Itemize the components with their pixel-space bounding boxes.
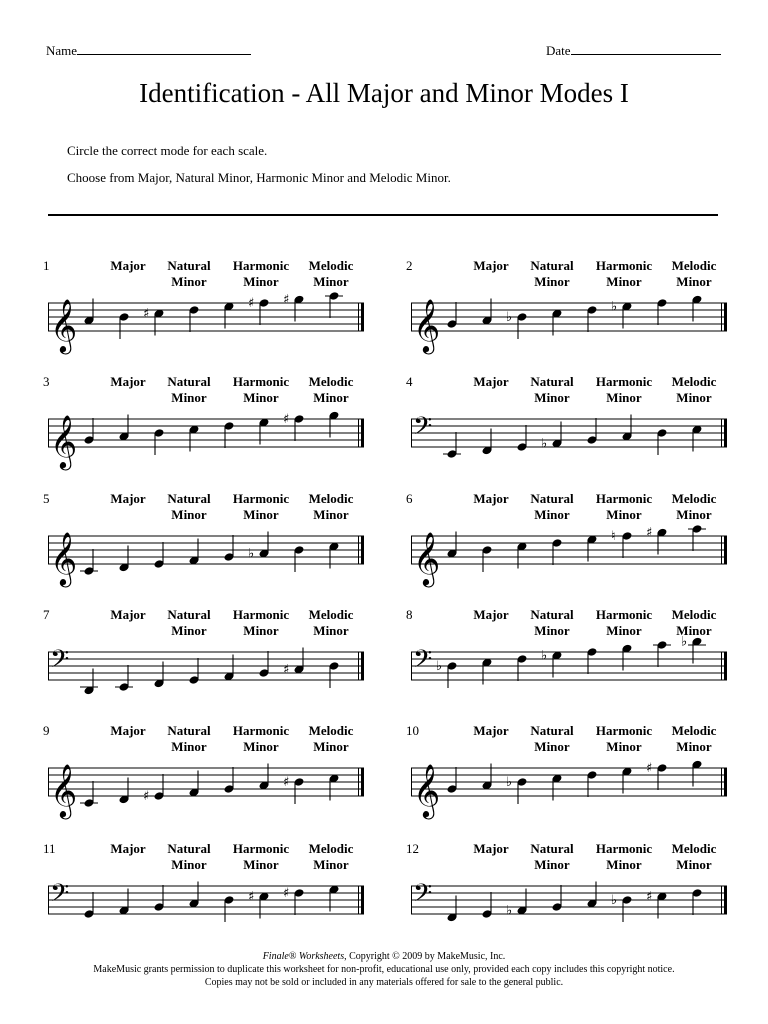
sharp-accidental-icon: ♯ <box>143 789 150 804</box>
music-staff <box>411 634 731 704</box>
natural-accidental-icon: ♮ <box>611 529 616 544</box>
mode-option[interactable] <box>592 723 656 755</box>
mode-option[interactable] <box>96 374 160 390</box>
final-barline-thick <box>724 536 727 564</box>
mode-option-label: Natural <box>167 607 211 622</box>
question-number: 11 <box>43 841 56 856</box>
question-block <box>406 841 742 941</box>
flat-accidental-icon: ♭ <box>436 659 443 674</box>
question-number: 2 <box>406 258 413 273</box>
mode-option[interactable] <box>157 258 221 290</box>
question-block <box>43 491 379 591</box>
mode-option-label: Melodic <box>308 374 354 389</box>
mode-option[interactable] <box>299 491 363 523</box>
mode-option-sublabel: Minor <box>534 274 570 289</box>
question-number: 8 <box>406 607 413 622</box>
question-block <box>406 723 742 823</box>
flat-accidental-icon: ♭ <box>248 546 255 562</box>
final-barline-thick <box>361 419 364 447</box>
final-barline-thin <box>721 768 722 796</box>
start-barline <box>411 768 412 796</box>
mode-option-sublabel: Minor <box>171 390 207 405</box>
sharp-accidental-icon: ♯ <box>646 525 653 541</box>
sharp-accidental-icon: ♯ <box>283 886 290 901</box>
mode-option-label: Natural <box>530 841 574 856</box>
question-block <box>406 258 742 358</box>
mode-option[interactable] <box>96 258 160 274</box>
sharp-accidental-icon: ♯ <box>646 761 653 776</box>
mode-option-label: Natural <box>530 491 574 506</box>
sharp-accidental-icon: ♯ <box>283 292 290 308</box>
mode-option[interactable] <box>520 723 584 755</box>
mode-option-label: Natural <box>167 258 211 273</box>
start-barline <box>411 886 412 914</box>
music-staff <box>48 644 368 704</box>
mode-option-sublabel: Minor <box>606 623 642 638</box>
name-label: Name <box>46 43 78 58</box>
mode-option-label: Harmonic <box>595 607 653 622</box>
final-barline-thin <box>721 419 722 447</box>
sharp-accidental-icon: ♯ <box>646 889 653 905</box>
mode-option-sublabel: Minor <box>313 739 349 754</box>
final-barline-thick <box>724 768 727 796</box>
mode-option[interactable] <box>520 841 584 873</box>
mode-option-label: Major <box>473 841 509 856</box>
treble-clef-icon: 𝄞 <box>50 531 78 585</box>
mode-option-sublabel: Minor <box>676 390 712 405</box>
flat-accidental-icon: ♭ <box>541 648 548 664</box>
treble-clef-icon: 𝄞 <box>413 298 441 352</box>
mode-option[interactable] <box>592 258 656 290</box>
mode-option-label: Natural <box>167 491 211 506</box>
start-barline <box>411 303 412 331</box>
sharp-accidental-icon: ♯ <box>283 412 290 427</box>
question-block <box>406 491 742 591</box>
bass-clef-icon: 𝄢 <box>413 412 433 447</box>
name-line[interactable] <box>77 42 251 55</box>
flat-accidental-icon: ♭ <box>506 310 513 325</box>
mode-option[interactable] <box>662 841 726 873</box>
music-staff <box>48 760 368 820</box>
mode-option-label: Natural <box>167 723 211 738</box>
music-staff <box>48 878 368 938</box>
mode-option-label: Major <box>473 723 509 738</box>
final-barline-thin <box>358 768 359 796</box>
mode-option-label: Natural <box>530 374 574 389</box>
mode-option-label: Major <box>110 841 146 856</box>
question-block <box>43 258 379 358</box>
mode-option-sublabel: Minor <box>606 739 642 754</box>
mode-option-label: Harmonic <box>232 841 290 856</box>
mode-option[interactable] <box>299 723 363 755</box>
mode-option[interactable] <box>459 723 523 739</box>
question-block <box>43 841 379 941</box>
music-staff <box>48 292 368 355</box>
question-block <box>406 607 742 707</box>
mode-option-sublabel: Minor <box>243 390 279 405</box>
mode-option[interactable] <box>229 841 293 873</box>
final-barline-thick <box>361 886 364 914</box>
mode-option[interactable] <box>157 491 221 523</box>
final-barline-thin <box>721 536 722 564</box>
mode-option-sublabel: Minor <box>313 390 349 405</box>
question-number: 12 <box>406 841 419 856</box>
footer-brand: Finale® Worksheets <box>262 951 345 962</box>
music-staff <box>48 528 368 588</box>
mode-option-label: Melodic <box>671 607 717 622</box>
final-barline-thin <box>358 303 359 331</box>
start-barline <box>411 652 412 680</box>
mode-option-sublabel: Minor <box>676 274 712 289</box>
question-number: 6 <box>406 491 413 506</box>
mode-option-label: Natural <box>530 723 574 738</box>
question-block <box>406 374 742 474</box>
final-barline-thick <box>724 652 727 680</box>
mode-option-sublabel: Minor <box>243 623 279 638</box>
mode-option[interactable] <box>229 374 293 406</box>
mode-option-sublabel: Minor <box>676 623 712 638</box>
mode-option-sublabel: Minor <box>171 857 207 872</box>
mode-option-sublabel: Minor <box>606 274 642 289</box>
copyright-footer <box>0 950 768 989</box>
mode-option[interactable] <box>662 723 726 755</box>
mode-option-label: Melodic <box>671 723 717 738</box>
mode-option[interactable] <box>459 374 523 390</box>
mode-option[interactable] <box>229 723 293 755</box>
music-staff <box>411 525 731 588</box>
mode-option[interactable] <box>299 607 363 639</box>
final-barline-thick <box>361 652 364 680</box>
mode-option-sublabel: Minor <box>534 739 570 754</box>
mode-option[interactable] <box>157 607 221 639</box>
mode-option[interactable] <box>592 841 656 873</box>
instruction-line: Circle the correct mode for each scale. <box>67 143 268 158</box>
mode-option-label: Melodic <box>671 841 717 856</box>
mode-option-label: Natural <box>530 607 574 622</box>
mode-option[interactable] <box>96 491 160 507</box>
bass-clef-icon: 𝄢 <box>50 645 70 680</box>
mode-option[interactable] <box>592 374 656 406</box>
mode-option-sublabel: Minor <box>606 390 642 405</box>
final-barline-thick <box>724 886 727 914</box>
footer-line-3: Copies may not be sold or included in any materials offered for sale to the general public. <box>204 977 564 988</box>
final-barline-thin <box>721 652 722 680</box>
sharp-accidental-icon: ♯ <box>283 775 290 790</box>
flat-accidental-icon: ♭ <box>611 299 618 315</box>
mode-option[interactable] <box>96 607 160 623</box>
mode-option-label: Harmonic <box>595 258 653 273</box>
mode-option-label: Major <box>473 607 509 622</box>
mode-option-sublabel: Minor <box>534 857 570 872</box>
mode-option[interactable] <box>229 258 293 290</box>
divider-rule <box>48 214 718 216</box>
final-barline-thick <box>361 768 364 796</box>
question-block <box>43 374 379 474</box>
mode-option-label: Harmonic <box>232 723 290 738</box>
mode-option[interactable] <box>520 607 584 639</box>
instruction-line: Choose from Major, Natural Minor, Harmonic Minor and Melodic Minor. <box>67 170 451 185</box>
treble-clef-icon: 𝄞 <box>50 298 78 352</box>
date-field[interactable] <box>546 42 721 59</box>
sharp-accidental-icon: ♯ <box>248 296 255 311</box>
sharp-accidental-icon: ♯ <box>283 662 290 678</box>
mode-option[interactable] <box>662 258 726 290</box>
question-number: 3 <box>43 374 50 389</box>
question-number: 7 <box>43 607 50 622</box>
mode-option[interactable] <box>592 491 656 523</box>
final-barline-thick <box>361 536 364 564</box>
mode-option-label: Melodic <box>671 374 717 389</box>
footer-copyright: , Copyright © 2009 by MakeMusic, Inc. <box>344 951 506 962</box>
mode-option-label: Melodic <box>308 258 354 273</box>
final-barline-thick <box>361 303 364 331</box>
mode-option-sublabel: Minor <box>243 857 279 872</box>
mode-option-label: Major <box>473 258 509 273</box>
final-barline-thick <box>724 303 727 331</box>
flat-accidental-icon: ♭ <box>506 903 513 919</box>
music-staff <box>411 295 731 355</box>
question-number: 10 <box>406 723 419 738</box>
mode-option-sublabel: Minor <box>171 274 207 289</box>
mode-option-sublabel: Minor <box>313 507 349 522</box>
final-barline-thin <box>721 303 722 331</box>
flat-accidental-icon: ♭ <box>611 893 618 908</box>
start-barline <box>48 768 49 796</box>
mode-option[interactable] <box>520 374 584 406</box>
bass-clef-icon: 𝄢 <box>413 645 433 680</box>
mode-option-label: Harmonic <box>595 491 653 506</box>
mode-option-label: Major <box>110 491 146 506</box>
mode-option[interactable] <box>459 491 523 507</box>
final-barline-thick <box>724 419 727 447</box>
mode-option-sublabel: Minor <box>313 623 349 638</box>
mode-option[interactable] <box>459 607 523 623</box>
mode-option-sublabel: Minor <box>676 857 712 872</box>
mode-option-sublabel: Minor <box>534 623 570 638</box>
treble-clef-icon: 𝄞 <box>50 414 78 468</box>
question-number: 5 <box>43 491 50 506</box>
mode-option-label: Melodic <box>308 841 354 856</box>
mode-option[interactable] <box>96 841 160 857</box>
mode-option[interactable] <box>157 723 221 755</box>
mode-option[interactable] <box>520 491 584 523</box>
mode-option-sublabel: Minor <box>676 739 712 754</box>
music-staff <box>411 411 731 471</box>
final-barline-thin <box>721 886 722 914</box>
treble-clef-icon: 𝄞 <box>413 763 441 817</box>
mode-option[interactable] <box>592 607 656 639</box>
mode-option-label: Harmonic <box>232 374 290 389</box>
mode-option-label: Major <box>110 258 146 273</box>
mode-option-sublabel: Minor <box>606 857 642 872</box>
mode-option[interactable] <box>229 607 293 639</box>
mode-option-label: Melodic <box>308 491 354 506</box>
mode-option-label: Melodic <box>308 723 354 738</box>
mode-option[interactable] <box>662 607 726 639</box>
date-line[interactable] <box>571 42 721 55</box>
mode-option-sublabel: Minor <box>676 507 712 522</box>
mode-option-label: Harmonic <box>232 491 290 506</box>
mode-option-label: Harmonic <box>595 841 653 856</box>
final-barline-thin <box>358 536 359 564</box>
mode-option[interactable] <box>229 491 293 523</box>
mode-option[interactable] <box>157 841 221 873</box>
mode-option-label: Natural <box>167 841 211 856</box>
mode-option-label: Major <box>110 723 146 738</box>
mode-option-label: Harmonic <box>595 374 653 389</box>
mode-option[interactable] <box>459 841 523 857</box>
start-barline <box>411 419 412 447</box>
flat-accidental-icon: ♭ <box>506 775 513 790</box>
footer-line-1 <box>0 950 768 963</box>
mode-option-label: Major <box>473 491 509 506</box>
page-title: Identification - All Major and Minor Modes I <box>139 78 629 108</box>
mode-option[interactable] <box>96 723 160 739</box>
question-number: 4 <box>406 374 413 389</box>
start-barline <box>48 536 49 564</box>
start-barline <box>48 886 49 914</box>
footer-line-2: MakeMusic grants permission to duplicate this worksheet for non-profit, educational use only, provided each copy includes this copyright notice. <box>93 964 675 975</box>
mode-option-sublabel: Minor <box>606 507 642 522</box>
mode-option-label: Harmonic <box>232 607 290 622</box>
mode-option[interactable] <box>299 841 363 873</box>
question-number: 1 <box>43 258 50 273</box>
music-staff <box>48 411 368 471</box>
mode-option-label: Natural <box>167 374 211 389</box>
mode-option[interactable] <box>662 374 726 406</box>
question-number: 9 <box>43 723 50 738</box>
mode-option-label: Harmonic <box>232 258 290 273</box>
mode-option-label: Natural <box>530 258 574 273</box>
mode-option[interactable] <box>299 258 363 290</box>
mode-option[interactable] <box>299 374 363 406</box>
music-staff <box>411 878 731 938</box>
mode-option[interactable] <box>662 491 726 523</box>
final-barline-thin <box>358 652 359 680</box>
music-staff <box>411 760 731 820</box>
mode-option[interactable] <box>459 258 523 274</box>
question-block <box>43 607 379 707</box>
flat-accidental-icon: ♭ <box>541 436 548 452</box>
name-field[interactable] <box>46 42 251 59</box>
start-barline <box>48 303 49 331</box>
mode-option[interactable] <box>520 258 584 290</box>
mode-option-sublabel: Minor <box>534 507 570 522</box>
date-label: Date <box>546 43 571 58</box>
question-block <box>43 723 379 823</box>
mode-option-sublabel: Minor <box>534 390 570 405</box>
mode-option-label: Major <box>473 374 509 389</box>
start-barline <box>48 652 49 680</box>
mode-option-sublabel: Minor <box>313 274 349 289</box>
start-barline <box>48 419 49 447</box>
mode-option-sublabel: Minor <box>171 623 207 638</box>
mode-option-sublabel: Minor <box>313 857 349 872</box>
mode-option-sublabel: Minor <box>171 507 207 522</box>
final-barline-thin <box>358 419 359 447</box>
mode-option-sublabel: Minor <box>171 739 207 754</box>
mode-option[interactable] <box>157 374 221 406</box>
bass-clef-icon: 𝄢 <box>50 879 70 914</box>
mode-option-label: Melodic <box>308 607 354 622</box>
bass-clef-icon: 𝄢 <box>413 879 433 914</box>
mode-option-label: Harmonic <box>595 723 653 738</box>
mode-option-label: Melodic <box>671 491 717 506</box>
mode-option-label: Major <box>110 607 146 622</box>
final-barline-thin <box>358 886 359 914</box>
mode-option-sublabel: Minor <box>243 739 279 754</box>
mode-option-sublabel: Minor <box>243 507 279 522</box>
mode-option-sublabel: Minor <box>243 274 279 289</box>
mode-option-label: Major <box>110 374 146 389</box>
treble-clef-icon: 𝄞 <box>50 763 78 817</box>
treble-clef-icon: 𝄞 <box>413 531 441 585</box>
mode-option-label: Melodic <box>671 258 717 273</box>
flat-accidental-icon: ♭ <box>681 634 688 650</box>
sharp-accidental-icon: ♯ <box>248 889 255 905</box>
start-barline <box>411 536 412 564</box>
sharp-accidental-icon: ♯ <box>143 306 150 322</box>
